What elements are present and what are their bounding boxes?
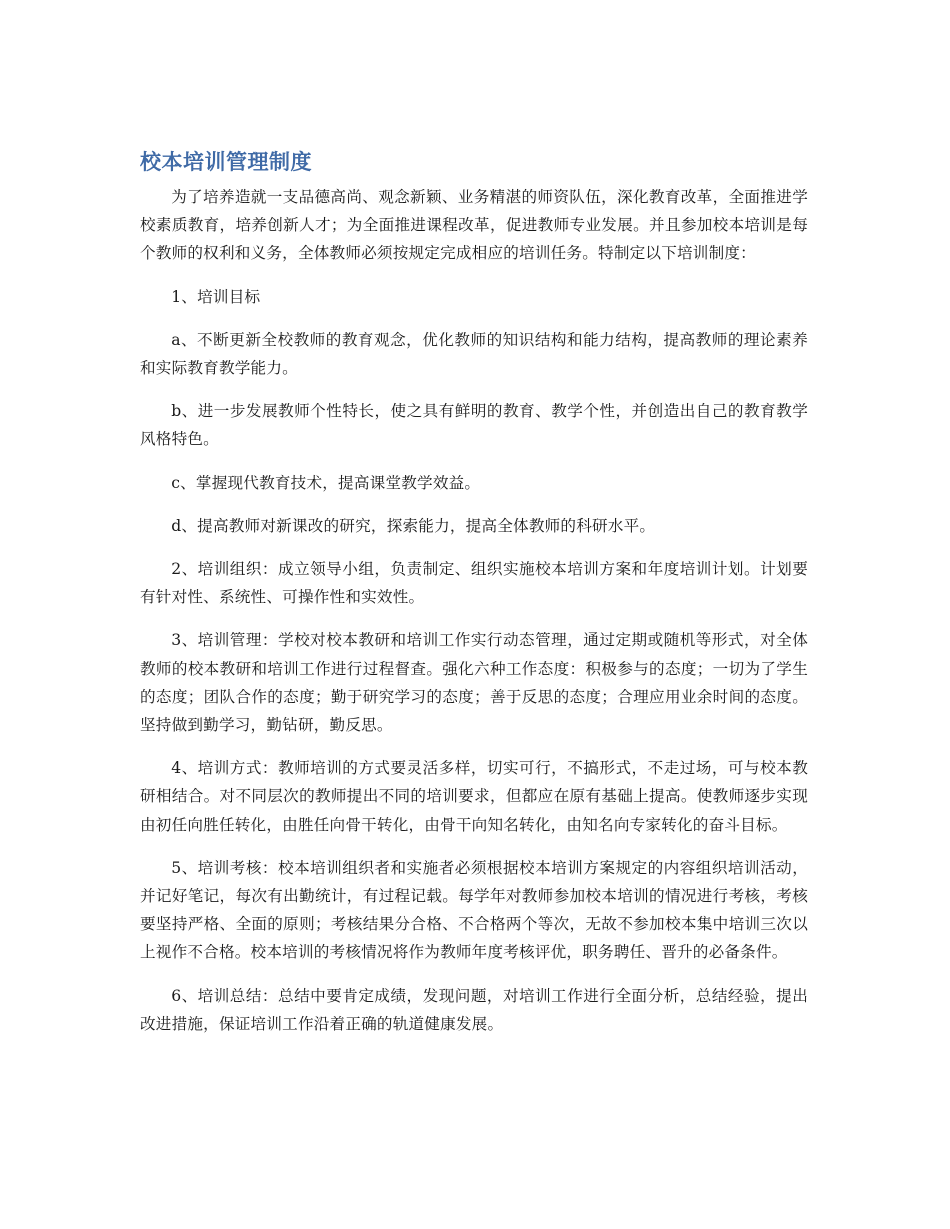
goal-item-b: b、进一步发展教师个性特长，使之具有鲜明的教育、教学个性，并创造出自己的教育教学风格特色。 — [140, 402, 808, 449]
intro-paragraph: 为了培养造就一支品德高尚、观念新颖、业务精湛的师资队伍，深化教育改革，全面推进学校素质教育，培养创新人才；为全面推进课程改革，促进教师专业发展。并且参加校本培训是每个教师的权利和义务，全体教师必须按规定完成相应的培训任务。特制定以下培训制度： — [140, 188, 808, 263]
section-training-management: 3、培训管理：学校对校本教研和培训工作实行动态管理，通过定期或随机等形式，对全体教师的校本教研和培训工作进行过程督查。强化六种工作态度：积极参与的态度；一切为了学生的态度；团队合作的态度；勤于研究学习的态度；善于反思的态度；合理应用业余时间的态度。坚持做到勤学习，勤钻研，勤反思。 — [140, 631, 808, 735]
section-training-methods: 4、培训方式：教师培训的方式要灵活多样，切实可行，不搞形式，不走过场，可与校本教研相结合。对不同层次的教师提出不同的培训要求，但都应在原有基础上提高。使教师逐步实现由初任向胜任转化，由胜任向骨干转化，由骨干向知名转化，由知名向专家转化的奋斗目标。 — [140, 759, 808, 834]
section-training-summary: 6、培训总结：总结中要肯定成绩，发现问题，对培训工作进行全面分析，总结经验，提出改进措施，保证培训工作沿着正确的轨道健康发展。 — [140, 986, 808, 1033]
goal-item-d: d、提高教师对新课改的研究，探索能力，提高全体教师的科研水平。 — [171, 516, 656, 535]
section-training-goals-heading: 1、培训目标 — [171, 287, 261, 306]
section-training-organization: 2、培训组织：成立领导小组，负责制定、组织实施校本培训方案和年度培训计划。计划要有针对性、系统性、可操作性和实效性。 — [140, 560, 808, 607]
document-title: 校本培训管理制度 — [140, 150, 312, 174]
goal-item-c: c、掌握现代教育技术，提高课堂教学效益。 — [171, 473, 481, 492]
section-training-assessment: 5、培训考核：校本培训组织者和实施者必须根据校本培训方案规定的内容组织培训活动，并记好笔记，每次有出勤统计，有过程记载。每学年对教师参加校本培训的情况进行考核，考核要坚持严格、全面的原则；考核结果分合格、不合格两个等次，无故不参加校本集中培训三次以上视作不合格。校本培训的考核情况将作为教师年度考核评优，职务聘任、晋升的必备条件。 — [140, 858, 808, 962]
document-body — [140, 146, 808, 1053]
goal-item-a: a、不断更新全校教师的教育观念，优化教师的知识结构和能力结构，提高教师的理论素养和实际教育教学能力。 — [140, 330, 808, 378]
